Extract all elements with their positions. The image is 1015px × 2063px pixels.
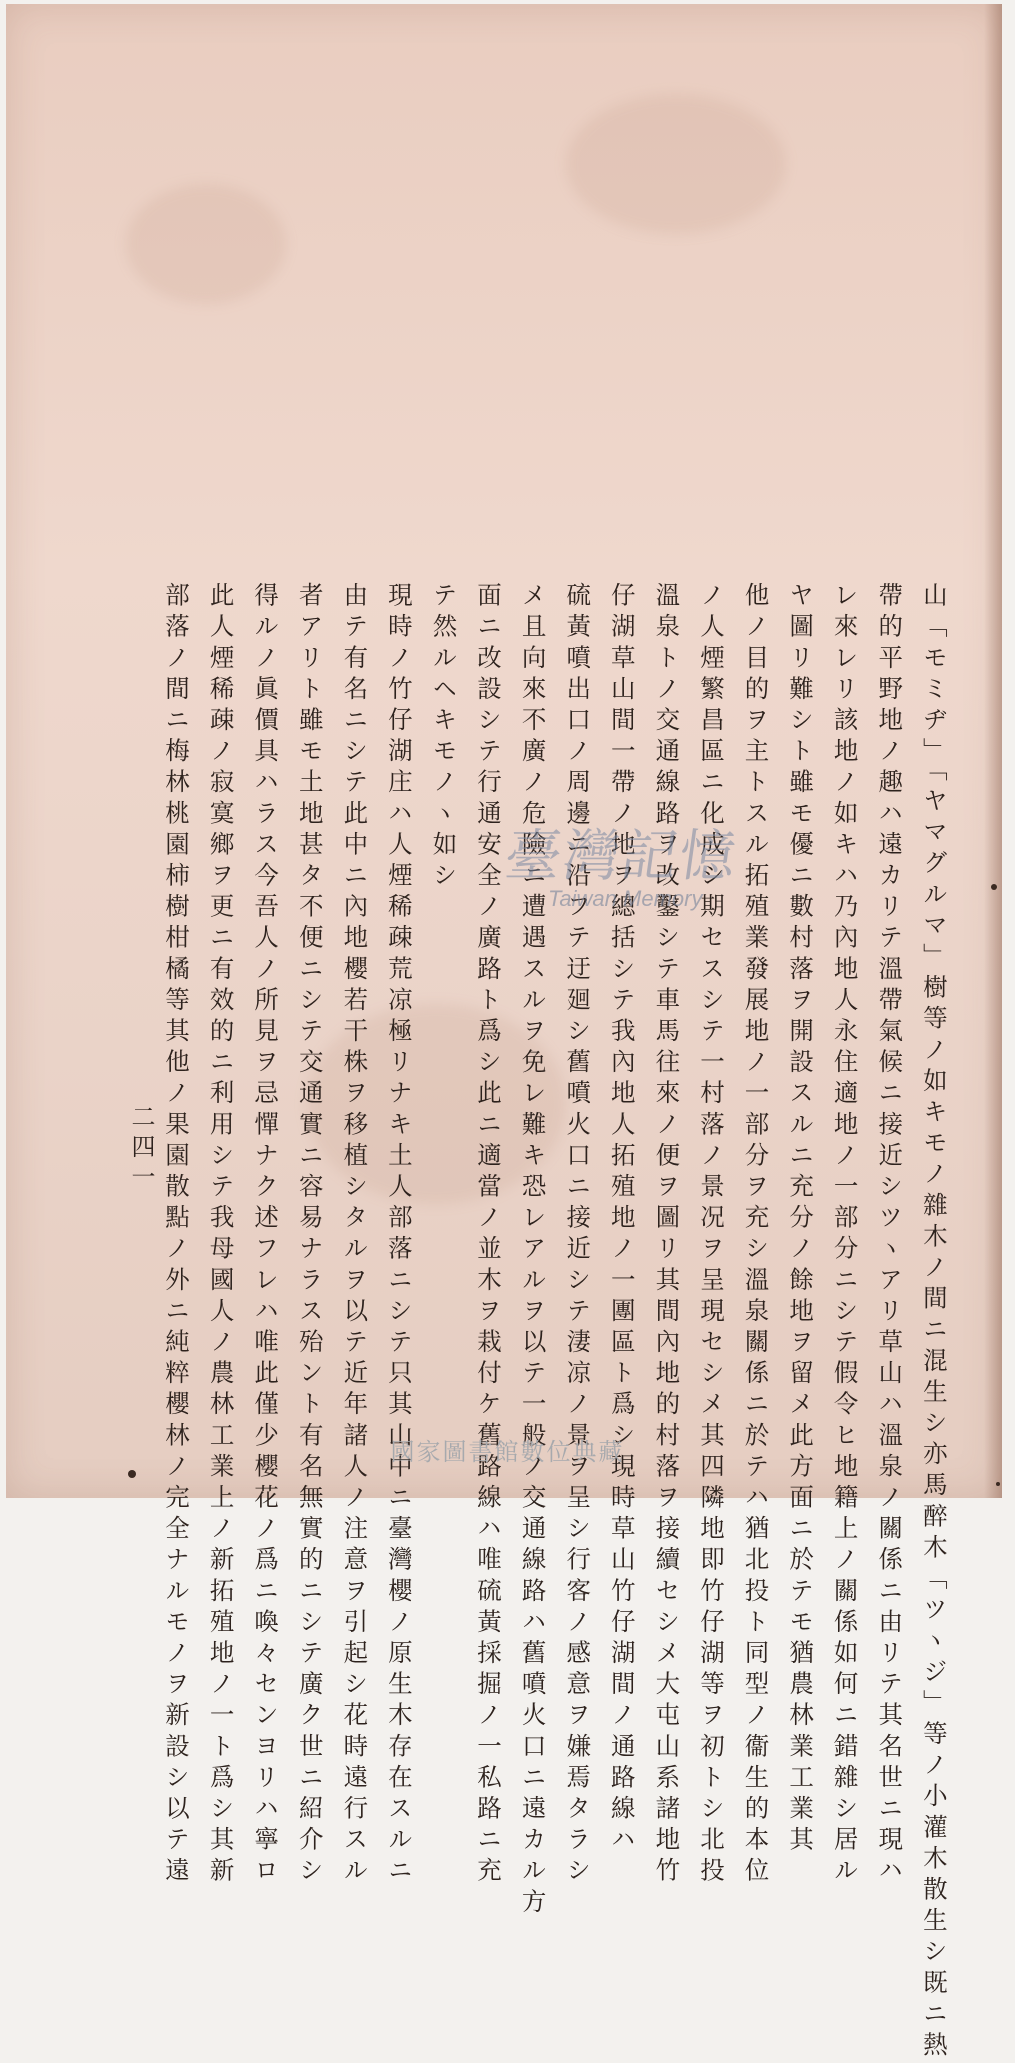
text-column: テ然ルヘキモノヽ如シ bbox=[429, 582, 459, 893]
scanned-page bbox=[6, 4, 1002, 2063]
text-column: 得ルノ眞價具ハラス今吾人ノ所見ヲ忌憚ナク述フレハ唯此僅少櫻花ノ爲ニ喚々センヨリハ寧ロ bbox=[251, 582, 281, 1889]
text-column: 現時ノ竹仔湖庄ハ人煙稀疎荒凉極リナキ土人部落ニシテ只其山中ニ臺灣櫻ノ原生木存在スルニ bbox=[384, 582, 414, 1889]
watermark-logo-text: 臺灣記憶 bbox=[500, 824, 742, 889]
text-column: 者アリト雖モ土地甚タ不便ニシテ交通實ニ容易ナラス殆ント有名無實的ニシテ廣ク世ニ紹介シ bbox=[295, 582, 325, 1889]
text-column: 硫黃噴出口ノ周邊ニ沿フテ迂廻シ舊噴火口ニ接近シテ淒凉ノ景ヲ呈シ行客ノ感意ヲ嫌焉タラシ bbox=[563, 582, 593, 1889]
watermark-logo bbox=[500, 812, 806, 922]
text-column: 此人煙稀疎ノ寂寞鄉ヲ更ニ有效的ニ利用シテ我母國人ノ農林工業上ノ新拓殖地ノ一ト爲シ其新 bbox=[206, 582, 236, 1889]
page-edge-shadow bbox=[984, 4, 1002, 1498]
text-column: メ且向來不廣ノ危險ニ遭遇スルヲ免レ難キ恐レアルヲ以テ一般ノ交通線路ハ舊噴火口ニ遠カル方 bbox=[518, 582, 548, 1920]
text-column: 山「モミヂ」「ヤマグルマ」樹等ノ如キモノ雜木ノ間ニ混生シ亦馬醉木「ツヽジ」等ノ小灌木散生シ既ニ熱 bbox=[919, 582, 949, 2063]
text-column: 溫泉トノ交通線路ヲ改鑿シテ車馬往來ノ便ヲ圖リ其間內地的村落ヲ接續セシメ大屯山系諸地竹 bbox=[652, 582, 682, 1889]
ink-speck bbox=[128, 1470, 136, 1478]
text-column: ノ人煙繁昌區ニ化成シ期セスシテ一村落ノ景况ヲ呈現セシメ其四隣地即竹仔湖等ヲ初トシ北投 bbox=[696, 582, 726, 1889]
ink-speck bbox=[996, 1482, 1000, 1486]
text-column: 部落ノ間ニ梅林桃園柿樹柑橘等其他ノ果園散點ノ外ニ純粹櫻林ノ完全ナルモノヲ新設シ以テ遠 bbox=[162, 582, 191, 1889]
text-column: ヤ圖リ難シト雖モ優ニ數村落ヲ開設スルニ充分ノ餘地ヲ留メ此方面ニ於テモ猶農林業工業其 bbox=[786, 582, 816, 1858]
archive-footer: 國家圖書館數位典藏 bbox=[390, 1438, 625, 1466]
text-column: 由テ有名ニシテ此中ニ內地櫻若干株ヲ移植シタルヲ以テ近年諸人ノ注意ヲ引起シ花時遠行スル bbox=[340, 582, 370, 1889]
text-column: 仔湖草山間一帶ノ地ヲ總括シテ我內地人拓殖地ノ一團區ト爲シ現時草山竹仔湖間ノ通路線ハ bbox=[607, 582, 637, 1858]
text-column: 面ニ改設シテ行通安全ノ廣路ト爲シ此ニ適當ノ並木ヲ栽付ケ舊路線ハ唯硫黃採掘ノ一私路ニ充 bbox=[474, 582, 504, 1889]
text-column: レ來レリ該地ノ如キハ乃內地人永住適地ノ一部分ニシテ假令ヒ地籍上ノ關係如何ニ錯雜シ居ル bbox=[830, 582, 860, 1889]
text-column: 帶的平野地ノ趣ハ遠カリテ溫帶氣候ニ接近シツヽアリ草山ハ溫泉ノ關係ニ由リテ其名世ニ現ハ bbox=[875, 582, 905, 1889]
paper-stain bbox=[566, 94, 786, 234]
text-column: 他ノ目的ヲ主トスル拓殖業發展地ノ一部分ヲ充シ溫泉關係ニ於テハ猶北投ト同型ノ衞生的本位 bbox=[741, 582, 771, 1889]
watermark-logo-subtitle: Taiwan Memory bbox=[548, 886, 703, 911]
ink-speck bbox=[991, 884, 997, 890]
page-number: 二四一 bbox=[127, 1104, 155, 1194]
paper-stain bbox=[126, 184, 286, 304]
